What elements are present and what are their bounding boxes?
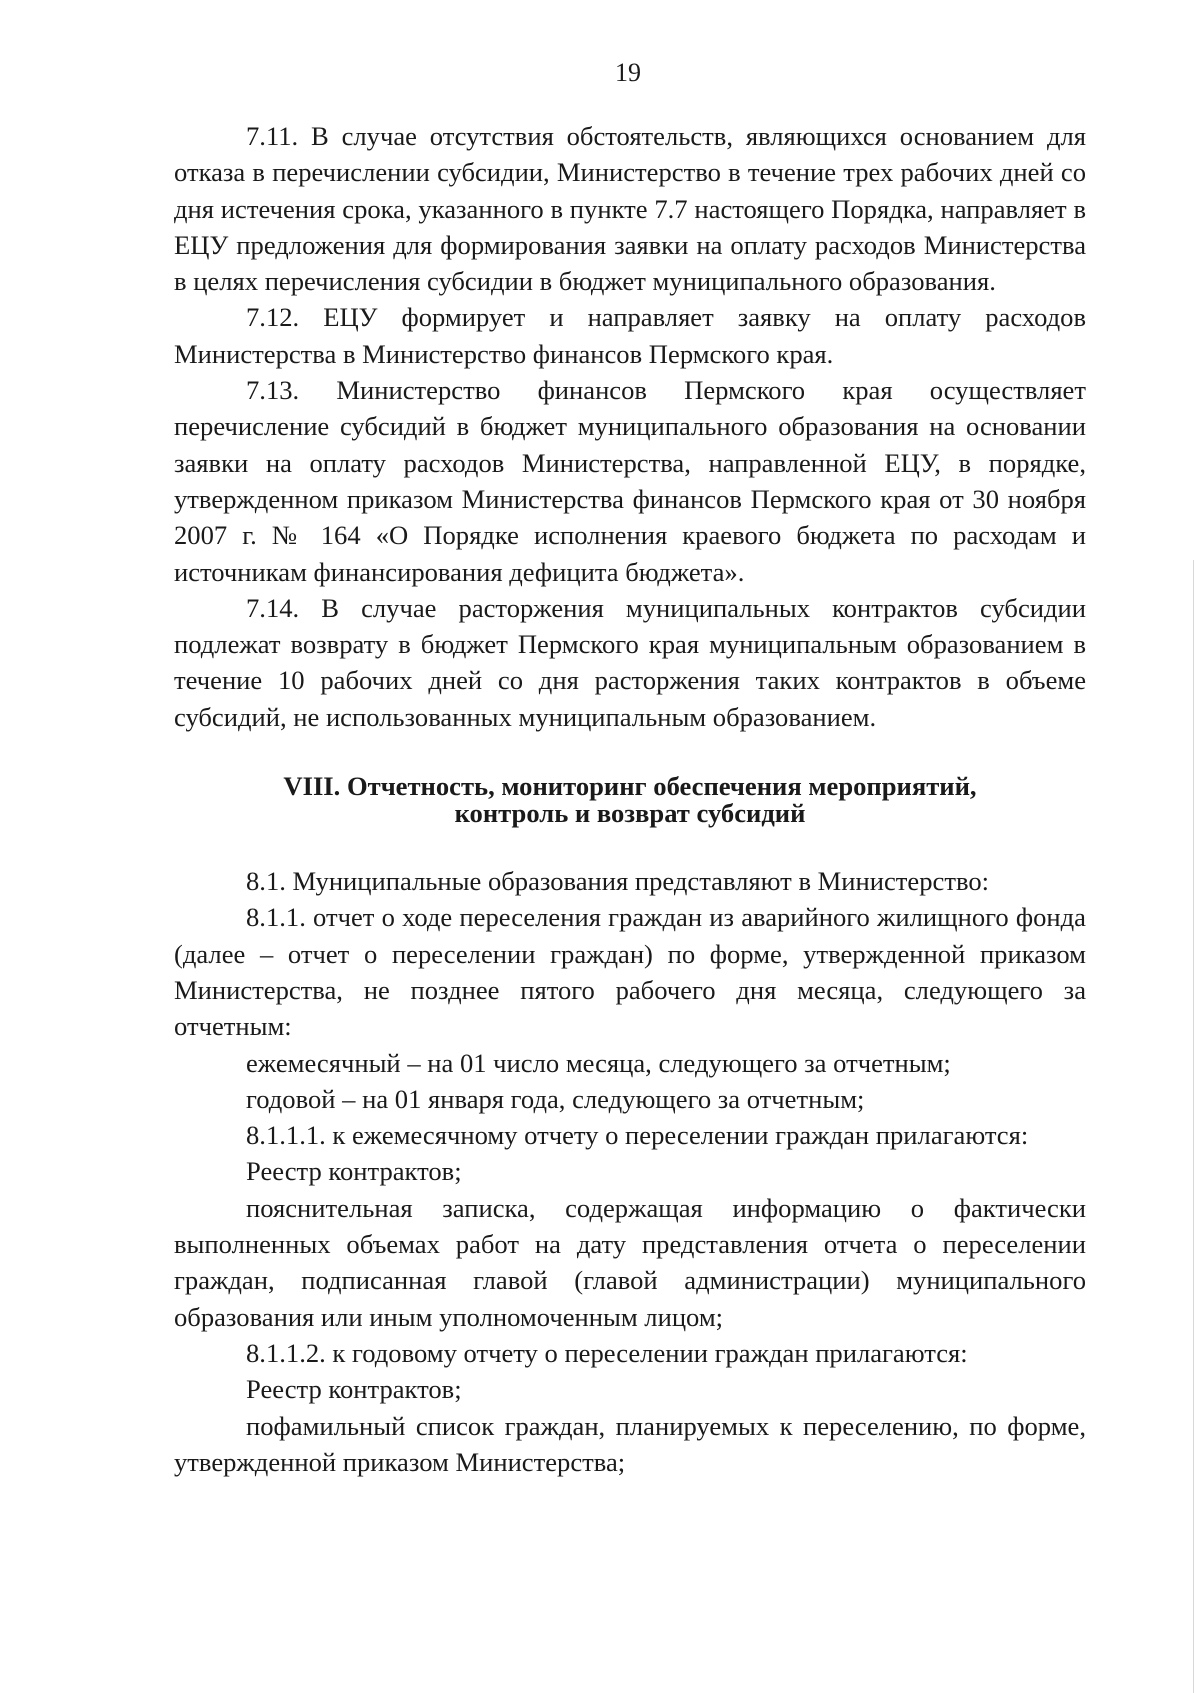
paragraph-annual: годовой – на 01 января года, следующего за отчетным; — [246, 1083, 865, 1114]
paragraph-7-14: 7.14. В случае расторжения муниципальных контрактов субсидии подлежат возврату в бюджет Пермского края муниципальным образованием в течение 10 рабочих дней со дня расторжения таких контрактов в объеме субсидий, не использованных муниципальным образованием. — [174, 592, 1086, 732]
page-number: 19 — [615, 58, 641, 87]
paragraph-monthly: ежемесячный – на 01 число месяца, следующего за отчетным; — [246, 1047, 951, 1078]
paragraph-8-1-1-2: 8.1.1.2. к годовому отчету о переселении граждан прилагаются: — [246, 1337, 968, 1368]
paragraph-explanatory-note: пояснительная записка, содержащая информацию о фактически выполненных объемах работ на дату представления отчета о переселении граждан, подписанная главой (главой администрации) муниципального образования или иным уполномоченным лицом; — [174, 1192, 1086, 1332]
scan-edge-line — [1193, 560, 1194, 1693]
paragraph-registry-2: Реестр контрактов; — [246, 1374, 462, 1405]
section-heading-line-2: контроль и возврат субсидий — [454, 798, 806, 829]
document-body — [174, 118, 1086, 1480]
paragraph-7-11: 7.11. В случае отсутствия обстоятельств, являющихся основанием для отказа в перечислении субсидии, Министерство в течение трех рабочих дней со дня истечения срока, указанного в пункте 7.7 настоящего Порядка, направляет в ЕЦУ предложения для формирования заявки на оплату расходов Министерства в целях перечисления субсидии в бюджет муниципального образования. — [174, 121, 1086, 297]
section-heading-line-1: VIII. Отчетность, мониторинг обеспечения мероприятий, — [283, 771, 977, 802]
paragraph-8-1-1-1: 8.1.1.1. к ежемесячному отчету о переселении граждан прилагаются: — [246, 1120, 1029, 1151]
paragraph-7-12: 7.12. ЕЦУ формирует и направляет заявку на оплату расходов Министерства в Министерство финансов Пермского края. — [174, 302, 1086, 369]
paragraph-citizen-list: пофамильный список граждан, планируемых к переселению, по форме, утвержденной приказом Министерства; — [174, 1410, 1086, 1477]
paragraph-7-13: 7.13. Министерство финансов Пермского края осуществляет перечисление субсидий в бюджет муниципального образования на основании заявки на оплату расходов Министерства, направленной ЕЦУ, в порядке, утвержденном приказом Министерства финансов Пермского края от 30 ноября 2007 г. № 164 «О Порядке исполнения краевого бюджета по расходам и источникам финансирования дефицита бюджета». — [174, 375, 1086, 587]
paragraph-8-1-1: 8.1.1. отчет о ходе переселения граждан из аварийного жилищного фонда (далее – отчет о переселении граждан) по форме, утвержденной приказом Министерства, не позднее пятого рабочего дня месяца, следующего за отчетным: — [174, 902, 1086, 1042]
paragraph-registry-1: Реестр контрактов; — [246, 1156, 462, 1187]
paragraph-8-1: 8.1. Муниципальные образования представляют в Министерство: — [246, 866, 990, 897]
section-heading — [174, 773, 1086, 827]
